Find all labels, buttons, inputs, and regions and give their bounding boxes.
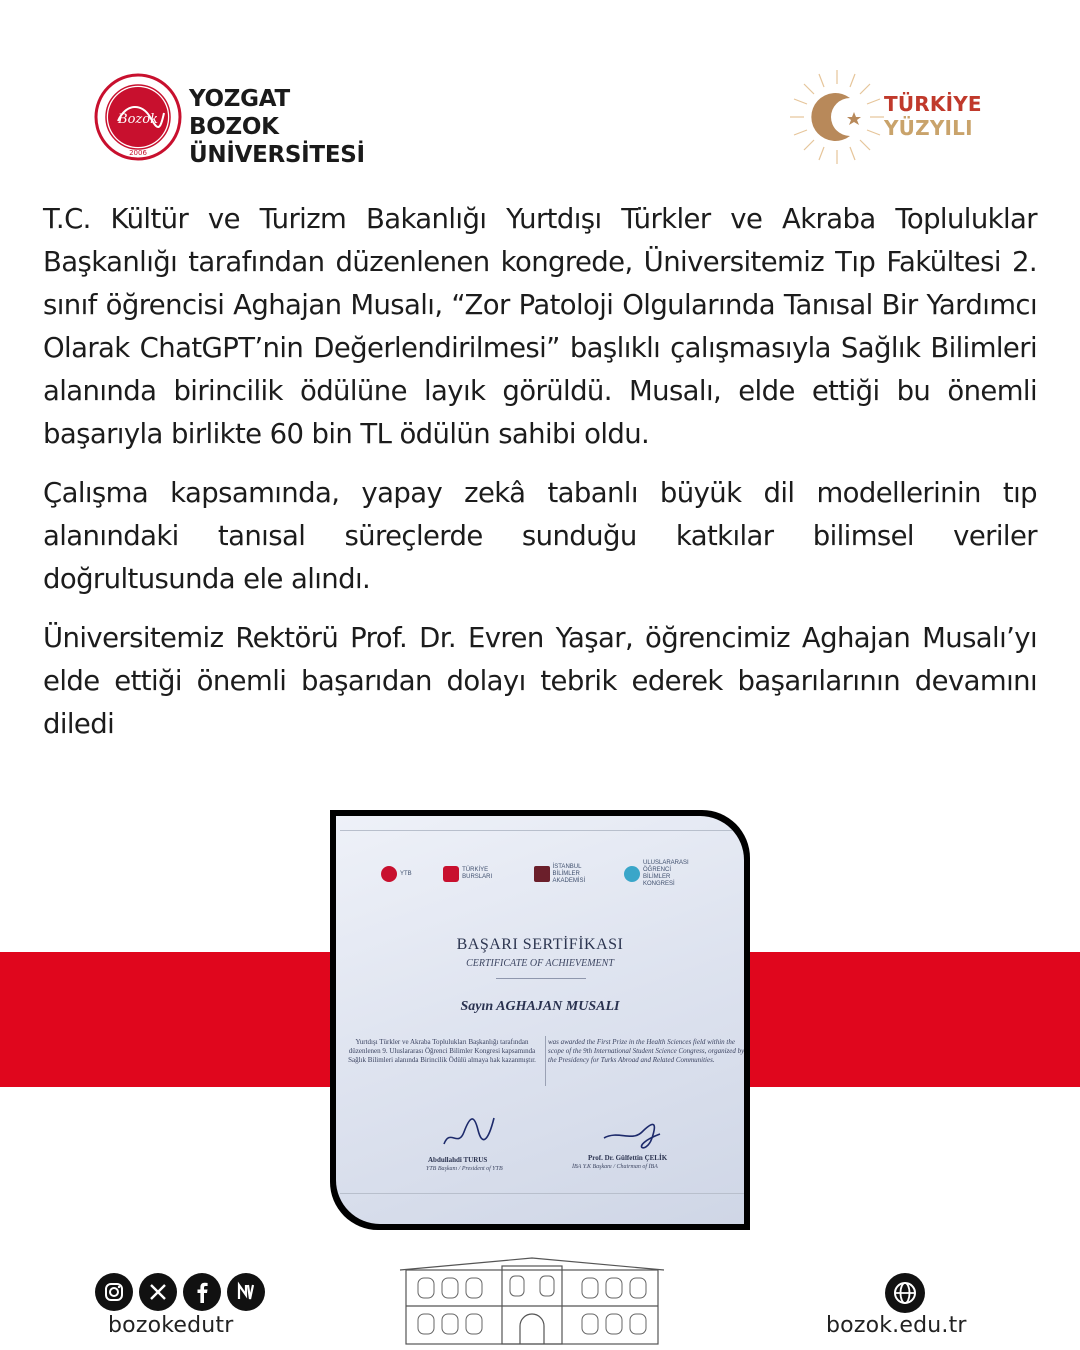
signer-1-name: Abdullahdi TURUS	[428, 1156, 488, 1164]
website-link[interactable]: bozok.edu.tr	[826, 1313, 967, 1338]
social-icons	[95, 1273, 265, 1311]
social-handle[interactable]: bozokedutr	[108, 1313, 234, 1338]
certificate-text-tr: Yurtdışı Türkler ve Akraba Toplulukları Başkanlığı tarafından düzenlenen 9. Uluslararası Öğrenci Bilimler Kongresi kapsamında Sağlık Bilimleri alanında Birincilik Ödülü almaya hak kazanmıştır.	[348, 1038, 536, 1064]
certificate-photo	[330, 810, 750, 1230]
uobk-logo	[624, 860, 699, 888]
iba-label: İSTANBUL BİLİMLER AKADEMİSİ	[552, 863, 586, 884]
signature-1	[436, 1108, 506, 1152]
signer-2-name: Prof. Dr. Gülfettin ÇELİK	[588, 1154, 668, 1162]
certificate-text-en: was awarded the First Prize in the Health Sciences field within the scope of the 9th International Student Science Congress, organized by the Presidency for Turks Abroad and Related Communities.	[548, 1038, 744, 1064]
uobk-label: ULUSLARARASI ÖĞRENCİ BİLİMLER KONGRESİ	[642, 860, 689, 887]
article-body	[43, 198, 1037, 762]
certificate	[336, 816, 744, 1224]
university-name	[189, 85, 384, 169]
facebook-icon[interactable]	[183, 1273, 221, 1311]
nsosyal-icon[interactable]	[227, 1273, 265, 1311]
yuzyili-text: YÜZYILI	[884, 116, 973, 140]
sunburst-icon	[788, 68, 886, 166]
x-icon[interactable]	[139, 1273, 177, 1311]
ytb-logo	[381, 866, 412, 882]
turkiye-text: TÜRKİYE	[884, 92, 982, 116]
university-seal-icon	[94, 73, 182, 161]
paragraph-2: Çalışma kapsamında, yapay zekâ tabanlı büyük dil modellerinin tıp alanındaki tanısal süreçlerde sunduğu katkılar bilimsel veriler doğrultusunda ele alındı.	[43, 477, 1037, 595]
paragraph-1: T.C. Kültür ve Turizm Bakanlığı Yurtdışı Türkler ve Akraba Topluluklar Başkanlığı tarafından düzenlenen kongrede, Üniversitemiz Tıp Fakültesi 2. sınıf öğrencisi Aghajan Musalı, “Zor Patoloji Olgularında Tanısal Bir Yardımcı Olarak ChatGPT’nin Değerlendirilmesi” başlıklı çalışmasıyla Sağlık Bilimleri alanında birincilik ödülüne layık görüldü. Musalı, elde ettiği bu önemli başarıyla birlikte 60 bin TL ödülün sahibi oldu.	[43, 203, 1037, 450]
turkiye-burslari-label: TÜRKİYE BURSLARI	[462, 867, 493, 880]
iba-mark-icon	[534, 866, 550, 882]
certificate-logos	[381, 854, 699, 894]
signer-1-role: YTB Başkanı / President of YTB	[426, 1166, 503, 1172]
ytb-label: YTB	[400, 870, 412, 877]
certificate-subtitle: CERTIFICATE OF ACHIEVEMENT	[466, 958, 614, 969]
university-logo	[94, 73, 384, 168]
globe-icon[interactable]	[885, 1273, 925, 1313]
star-mark-icon	[624, 866, 640, 882]
signature-2	[598, 1108, 668, 1152]
university-name-line2: ÜNİVERSİTESİ	[189, 142, 365, 168]
svg-text:2006: 2006	[129, 149, 147, 157]
building-illustration	[398, 1256, 666, 1346]
instagram-icon[interactable]	[95, 1273, 133, 1311]
turkiye-yuzyili-text	[884, 92, 982, 140]
turkiye-yuzyili-logo	[788, 68, 998, 166]
certificate-title: BAŞARI SERTİFİKASI	[456, 936, 624, 953]
turkiye-burslari-logo	[443, 866, 502, 882]
university-name-line1: YOZGAT BOZOK	[189, 86, 290, 140]
signer-2-role: İBA Y.K Başkanı / Chairman of İBA	[572, 1164, 658, 1170]
certificate-divider	[496, 978, 586, 979]
tulip-icon	[443, 866, 459, 882]
certificate-column-divider	[545, 1036, 546, 1086]
iba-logo	[534, 864, 593, 885]
svg-text:Bozok: Bozok	[118, 112, 158, 127]
paragraph-3: Üniversitemiz Rektörü Prof. Dr. Evren Yaşar, öğrencimiz Aghajan Musalı’yı elde ettiği önemli başarıdan dolayı tebrik ederek başarılarının devamını diledi	[43, 622, 1037, 740]
certificate-recipient: Sayın AGHAJAN MUSALI	[460, 999, 620, 1014]
ytb-mark-icon	[381, 866, 397, 882]
